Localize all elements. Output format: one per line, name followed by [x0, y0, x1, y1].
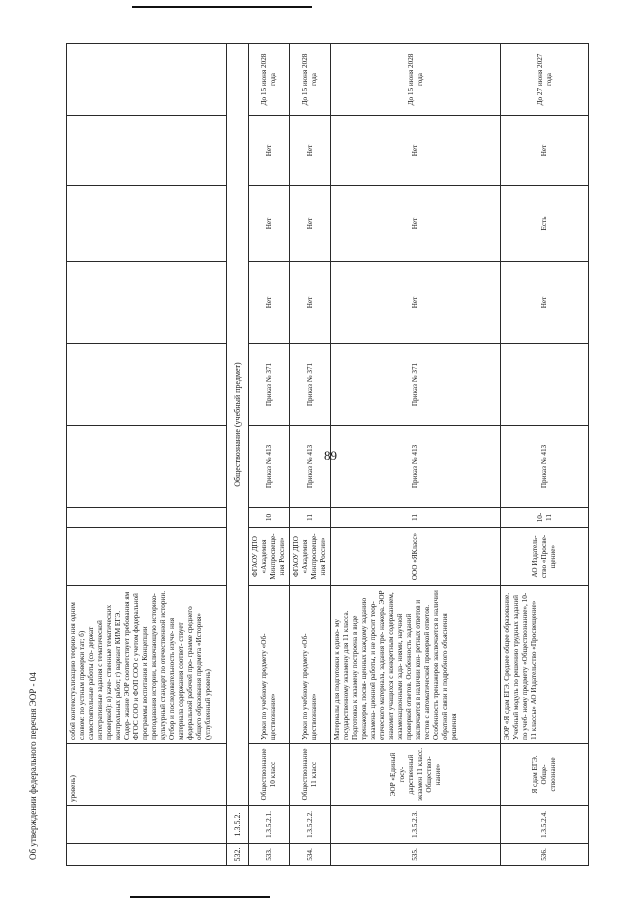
- page-number: 89: [324, 448, 337, 463]
- cell-description: Уроки по учебному предмету «Об- ществознание»: [290, 586, 331, 744]
- cell-name: Обществознание 10 класс: [249, 744, 290, 806]
- cell-level: уровень): [67, 744, 227, 806]
- cell-code: 1.3.5.2.1.: [249, 806, 290, 844]
- cell-flag-1: Нет: [501, 262, 589, 344]
- resource-table: [66, 43, 589, 866]
- cell-flag-1: Нет: [331, 262, 501, 344]
- cell-name: Обществознание 11 класс: [290, 744, 331, 806]
- cell-num: 534.: [290, 844, 331, 866]
- cell-deadline: До 15 июня 2028 года: [249, 44, 290, 116]
- cell-grade: 10: [249, 508, 290, 528]
- cell-order-2: Приказ № 371: [331, 344, 501, 426]
- table-row: [249, 44, 290, 866]
- cell-num: 535.: [331, 844, 501, 866]
- cell-description: ЭОР «Я сдам ЕГЭ. Среднее общее образование. Учебный модуль по решению трудных заданий по учеб- ному предмету «Обществознание», 10-11 классы» АО Издательство «Просвещение»: [501, 586, 589, 744]
- footer-note: Об утверждении федерального перечня ЭОР - 04: [28, 672, 38, 860]
- cell-flag-3: Нет: [331, 116, 501, 186]
- cell-order-1: Приказ № 413: [290, 426, 331, 508]
- cell-flag-3: Нет: [501, 116, 589, 186]
- cell-order-2: Приказ № 371: [249, 344, 290, 426]
- cell-name: ЭОР «Единый госу- дарственный экзамен 11 класс. Обществоз- нание»: [331, 744, 501, 806]
- scan-mark-top: [132, 6, 312, 8]
- rotated-table-wrapper: [66, 44, 578, 866]
- cell-flag-2: Нет: [290, 186, 331, 262]
- cell-flag-2: Нет: [249, 186, 290, 262]
- table-row: [331, 44, 501, 866]
- cell-publisher: ООО «ЯКласс»: [331, 528, 501, 586]
- cell-description: собой контекстуализацию теорию ния одним словом: по устным проверки тат; б) самостоятельные работы (со- держат интегративные задания с тематической проверкой): в) каче- ственные тематических контрольных работ; г) вариант КИМ ЕГЭ. Содер- жание ЭОР соответствует требования ям ФГОС СОО и ФОП СОО с учетом федеральной программы воспитания и Концепции преподавания истории, включающую историко-культурный стандарт по отечественной истории. Отбор и последовательность изуче- ния материала содержания соответ- ствует федеральной рабочей про- грамме среднего общего образования предмета «История» (углубленный уровень): [67, 586, 227, 744]
- table-row: [227, 44, 249, 866]
- cell-publisher: ФГАОУ ДПО «Академия Минпросвеще- ния России»: [290, 528, 331, 586]
- cell-description: Материалы для подготовки к едино- му государственному экзамену для 11 класса. Подготовка к экзамену построена в виде тренажеров, посвя- щенных каждому заданию экзамена- ционной работы, и не просит теор- етического материала, задания тре- нажера. ЭОР знакомит учащихся с конкретным содержанием, экзаменационными зада- ниями, научной проверкой ответов. Особенность заданий заключается в наличии кон- ретных ответов и тестов с автоматической проверкой ответов. Особенность тренажеров заключается в наличии обратной связи и подробного объяснения решения: [331, 586, 501, 744]
- cell-flag-3: Нет: [290, 116, 331, 186]
- cell-grade: 11: [290, 508, 331, 528]
- cell-flag-2: Есть: [501, 186, 589, 262]
- cell-code: 1.3.5.2.2.: [290, 806, 331, 844]
- cell-code: 1.3.5.2.: [227, 806, 249, 844]
- cell-publisher: ФГАОУ ДПО «Академия Минпросвеще- ния России»: [249, 528, 290, 586]
- cell-num: 536.: [501, 844, 589, 866]
- table-row: [290, 44, 331, 866]
- cell-order-1: Приказ № 413: [249, 426, 290, 508]
- scan-mark-bottom: [130, 896, 270, 898]
- cell-code: [67, 806, 227, 844]
- cell-name: Я сдам ЕГЭ. Обще- ствознание: [501, 744, 589, 806]
- cell-order-1: Приказ № 413: [331, 426, 501, 508]
- cell-deadline: До 15 июня 2028 года: [331, 44, 501, 116]
- cell-num: [67, 844, 227, 866]
- cell-grade: 10-11: [501, 508, 589, 528]
- cell-flag-1: Нет: [249, 262, 290, 344]
- cell-flag-2: Нет: [331, 186, 501, 262]
- cell-order-2: [501, 344, 589, 426]
- section-header: Обществознание (учебный предмет): [227, 44, 249, 806]
- cell-flag-3: Нет: [249, 116, 290, 186]
- cell-description: Уроки по учебному предмету «Об- ществознание»: [249, 586, 290, 744]
- cell-deadline: До 15 июня 2028 года: [290, 44, 331, 116]
- cell-grade: 11: [331, 508, 501, 528]
- cell-order-1: Приказ № 413: [501, 426, 589, 508]
- cell-flag-1: Нет: [290, 262, 331, 344]
- cell-publisher: АО Издатель- ство «Просве- щение»: [501, 528, 589, 586]
- cell-code: 1.3.5.2.3.: [331, 806, 501, 844]
- table-row: [501, 44, 589, 866]
- cell-order-2: Приказ № 371: [290, 344, 331, 426]
- cell-deadline: До 27 июня 2027 года: [501, 44, 589, 116]
- cell-num: 533.: [249, 844, 290, 866]
- cell-num: 532.: [227, 844, 249, 866]
- cell-code: 1.3.5.2.4.: [501, 806, 589, 844]
- table-row: [67, 44, 227, 866]
